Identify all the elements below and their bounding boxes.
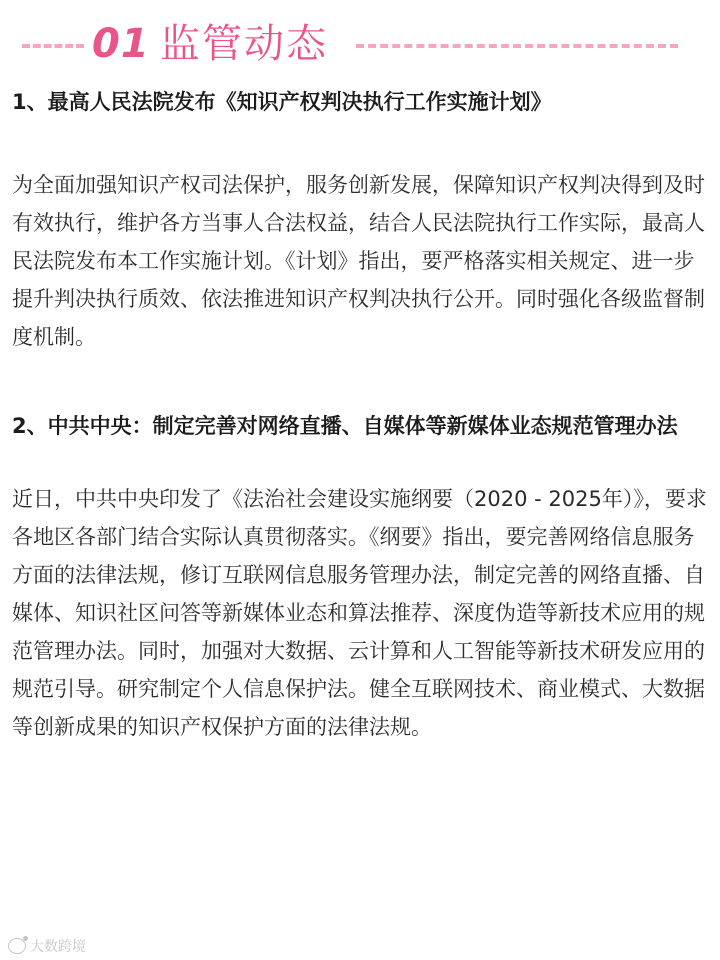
article-content	[12, 80, 712, 746]
section-number: 01	[92, 21, 150, 67]
decorative-dash-right	[356, 44, 678, 48]
watermark-text: 大数跨境	[30, 939, 86, 955]
section-header	[0, 14, 720, 74]
item-1-heading: 1、最高人民法院发布《知识产权判决执行工作实施计划》	[12, 90, 552, 114]
item-2-body: 近日，中共中央印发了《法治社会建设实施纲要（2020 - 2025年）》，要求各地区各部门结合实际认真贯彻落实。《纲要》指出，要完善网络信息服务方面的法律法规，修订互联网信息服务管理办法，制定完善的网络直播、自媒体、知识社区问答等新媒体业态和算法推荐、深度伪造等新技术应用的规范管理办法。同时，加强对大数据、云计算和人工智能等新技术研发应用的规范引导。研究制定个人信息保护法。健全互联网技术、商业模式、大数据等创新成果的知识产权保护方面的法律法规。	[12, 487, 707, 739]
item-1-body: 为全面加强知识产权司法保护，服务创新发展，保障知识产权判决得到及时有效执行，维护各方当事人合法权益，结合人民法院执行工作实际，最高人民法院发布本工作实施计划。《计划》指出，要严格落实相关规定、进一步提升判决执行质效、依法推进知识产权判决执行公开。同时强化各级监督制度机制。	[12, 173, 705, 349]
weibo-icon	[8, 938, 26, 954]
section-title: 监管动态	[160, 21, 328, 67]
watermark	[8, 936, 86, 956]
decorative-dash-left	[22, 44, 84, 48]
item-2-heading: 2、中共中央：制定完善对网络直播、自媒体等新媒体业态规范管理办法	[12, 414, 678, 438]
